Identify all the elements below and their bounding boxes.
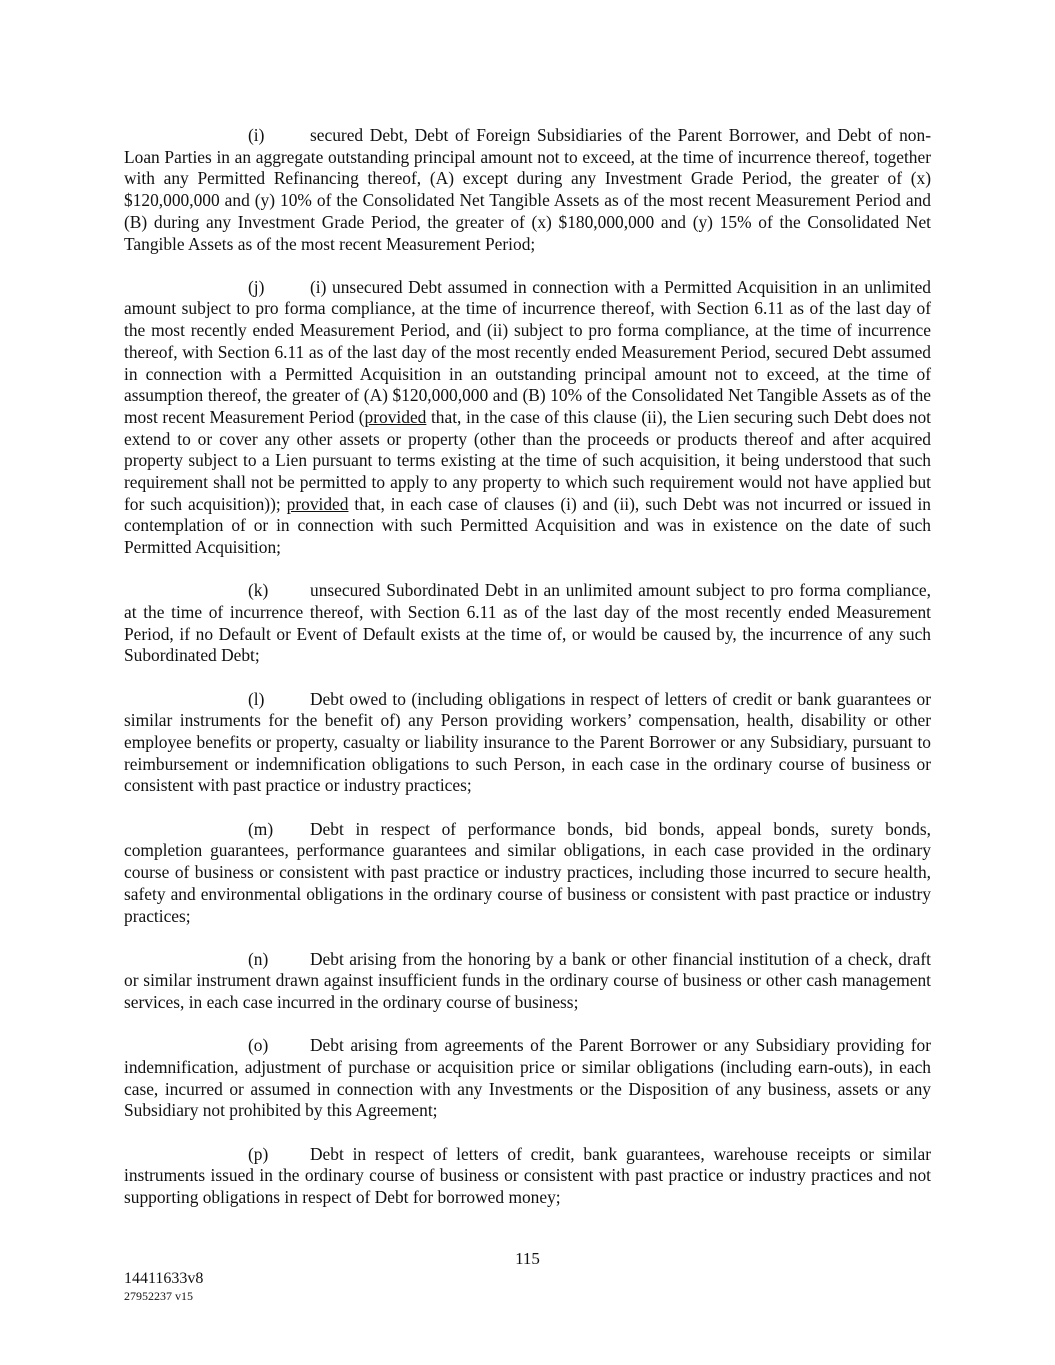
clause-label: (k) (248, 580, 269, 601)
clause-label: (j) (248, 276, 265, 297)
clause-text: Debt in respect of performance bonds, bid bonds, appeal bonds, surety bonds, completion guarantees, performance guarantees and similar obligations, in each case provided in the ordinary course of business or consistent with past practice or industry practices, including those incurred to secure health, safety and environmental obligations in the ordinary course of business or consistent with past practice or industry practices; (124, 818, 931, 926)
clause-text: unsecured Subordinated Debt in an unlimited amount subject to pro forma compliance, at the time of incurrence thereof, with Section 6.11 as of the last day of the most recently ended Measurement Period, if no Default or Event of Default exists at the time of, or would be caused by, the incurrence of any such Subordinated Debt; (124, 580, 931, 666)
clause-text: (i) unsecured Debt assumed in connection with a Permitted Acquisition in an unlimited amount subject to pro forma compliance, at the time of incurrence thereof, with Section 6.11 as of the last day of the most recently ended Measurement Period, and (ii) subject to pro forma compliance, at the time of incurrence thereof, with Section 6.11 as of the last day of the most recently ended Measurement Period, secured Debt assumed in connection with a Permitted Acquisition in an outstanding principal amount not to exceed, at the time of assumption thereof, the greater of (A) $120,000,000 and (B) 10% of the Consolidated Net Tangible Assets as of the most recent Measurement Period ( (124, 276, 931, 427)
clause-k (124, 580, 931, 667)
clause-label: (i) (248, 125, 265, 145)
clause-text: that, in each case of clauses (i) and (ii), such Debt was not incurred or issued in contemplation of or in connection with such Permitted Acquisition and was in existence on the date of such Permitted Acquisition; (124, 493, 931, 558)
clause-label: (l) (248, 688, 265, 709)
provided-term: provided (286, 493, 349, 514)
clause-n (124, 949, 931, 1014)
clause-label: (m) (248, 818, 274, 839)
provided-term: provided (364, 406, 427, 427)
clause-m (124, 819, 931, 928)
clause-l (124, 689, 931, 798)
clause-label: (p) (248, 1143, 269, 1164)
document-body (124, 125, 931, 1230)
clause-text: Debt arising from the honoring by a bank or other financial institution of a check, draft or similar instrument drawn against insufficient funds in the ordinary course of business or other cash management services, in each case incurred in the ordinary course of business; (124, 948, 931, 1013)
clause-i (124, 125, 931, 255)
page-number: 115 (515, 1249, 540, 1268)
clause-text: Debt arising from agreements of the Parent Borrower or any Subsidiary providing for indemnification, adjustment of purchase or acquisition price or similar obligations (including earn-outs), in each case, incurred or assumed in connection with any Investments or the Disposition of any business, assets or any Subsidiary not prohibited by this Agreement; (124, 1035, 931, 1121)
clause-text: Debt owed to (including obligations in respect of letters of credit or bank guarantees or similar instruments for the benefit of) any Person providing workers’ compensation, health, disability or other employee benefits or property, casualty or liability insurance to the Parent Borrower or any Subsidiary, pursuant to reimbursement or indemnification obligations to such Person, in each case in the ordinary course of business or consistent with past practice or industry practices; (124, 688, 931, 796)
document-id-secondary: 27952237 v15 (124, 1289, 193, 1303)
clause-text: secured Debt, Debt of Foreign Subsidiaries of the Parent Borrower, and Debt of non-Loan Parties in an aggregate outstanding principal amount not to exceed, at the time of incurrence thereof, together with any Permitted Refinancing thereof, (A) except during any Investment Grade Period, the greater of (x) $120,000,000 and (y) 10% of the Consolidated Net Tangible Assets as of the most recent Measurement Period and (B) during any Investment Grade Period, the greater of (x) $180,000,000 and (y) 15% of the Consolidated Net Tangible Assets as of the most recent Measurement Period; (124, 125, 931, 254)
clause-j (124, 277, 931, 559)
document-id: 14411633v8 (124, 1270, 204, 1287)
clause-text: Debt in respect of letters of credit, bank guarantees, warehouse receipts or similar instruments issued in the ordinary course of business or consistent with past practice or industry practices and not supporting obligations in respect of Debt for borrowed money; (124, 1143, 931, 1208)
clause-label: (n) (248, 948, 269, 969)
clause-text: that, in the case of this clause (ii), the Lien securing such Debt does not extend to or cover any other assets or property (other than the proceeds or products thereof and after acquired property subject to a Lien pursuant to terms existing at the time of such acquisition, it being understood that such requirement shall not be permitted to apply to any property to which such requirement would not have applied but for such acquisition)); (124, 406, 931, 514)
clause-o (124, 1035, 931, 1122)
clause-p (124, 1144, 931, 1209)
clause-label: (o) (248, 1035, 269, 1056)
